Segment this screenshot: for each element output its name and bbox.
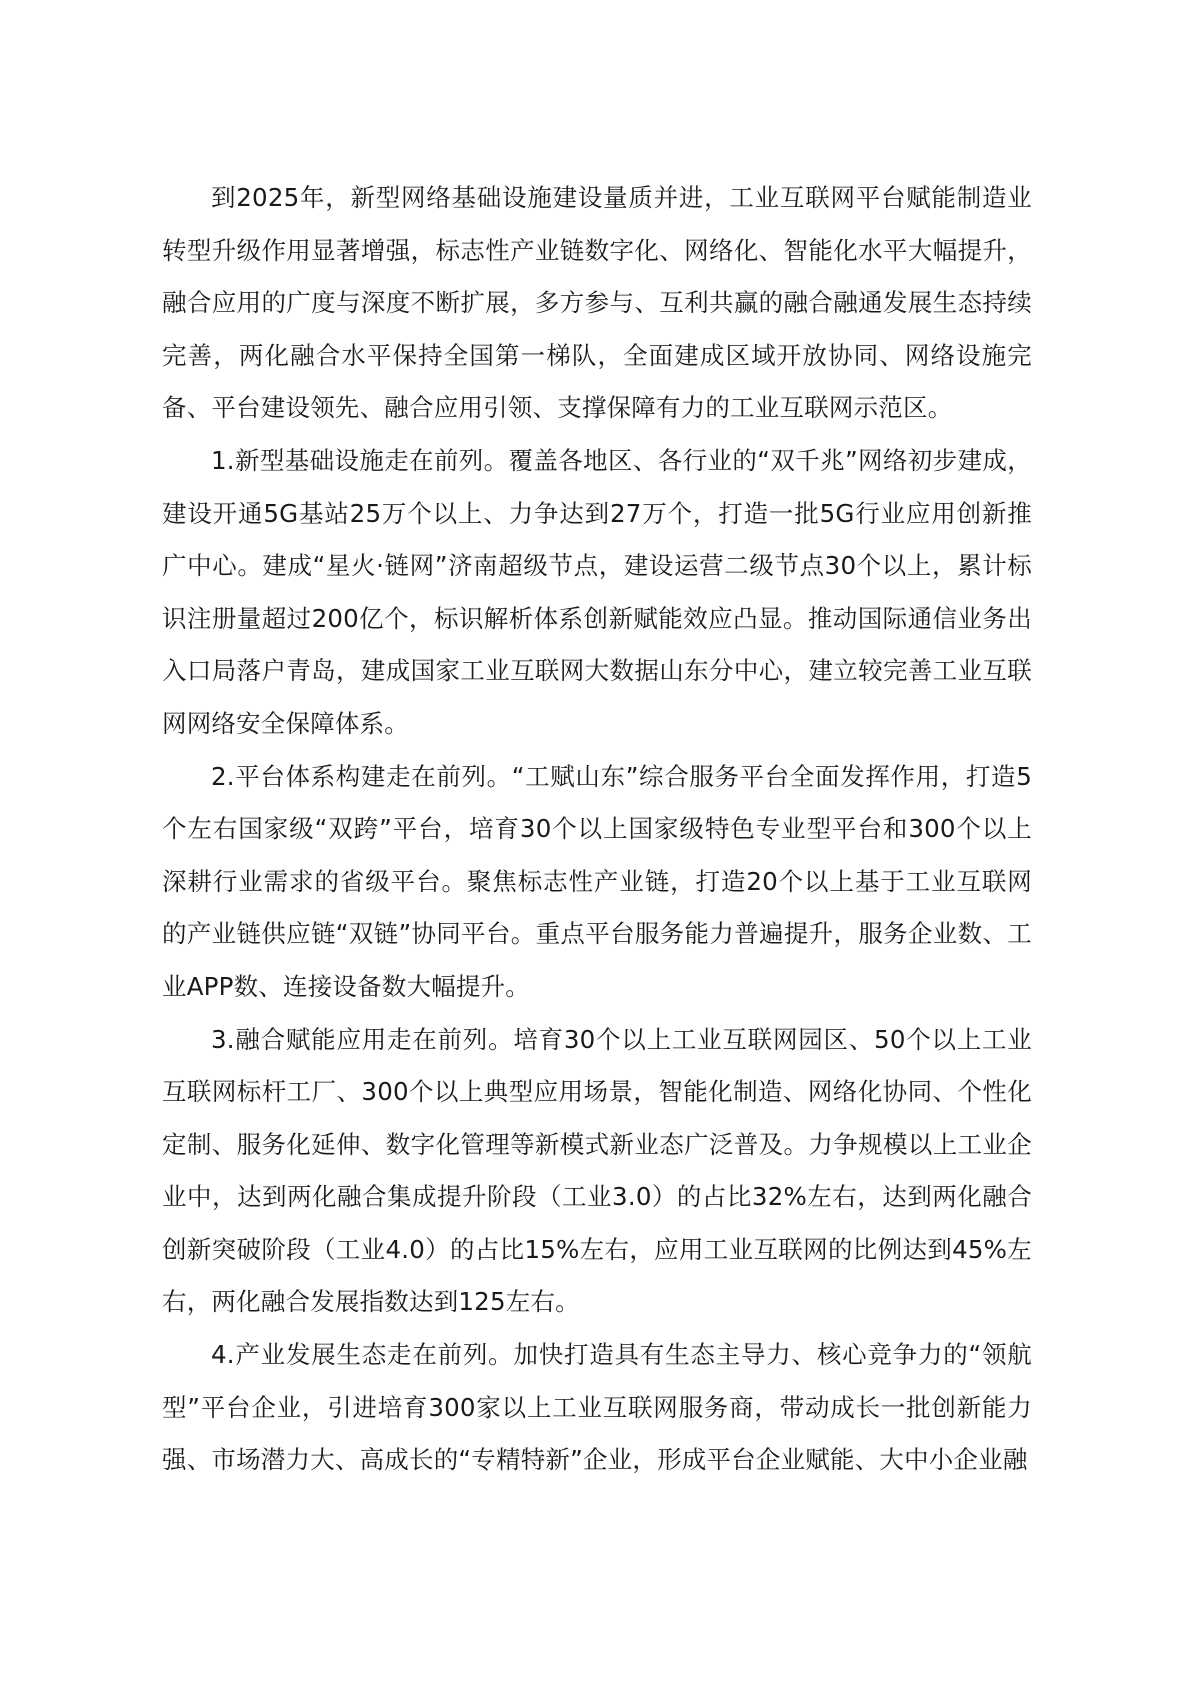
paragraph-platform-system: 2.平台体系构建走在前列。“工赋山东”综合服务平台全面发挥作用，打造5个左右国家级“双跨”平台，培育30个以上国家级特色专业型平台和300个以上深耕行业需求的省级平台。聚焦标志性产业链，打造20个以上基于工业互联网的产业链供应链“双链”协同平台。重点平台服务能力普遍提升，服务企业数、工业APP数、连接设备数大幅提升。 bbox=[162, 761, 1032, 1001]
paragraph-infrastructure: 1.新型基础设施走在前列。覆盖各地区、各行业的“双千兆”网络初步建成，建设开通5G基站25万个以上、力争达到27万个，打造一批5G行业应用创新推广中心。建成“星火·链网”济南超级节点，建设运营二级节点30个以上，累计标识注册量超过200亿个，标识解析体系创新赋能效应凸显。推动国际通信业务出入口局落户青岛，建成国家工业互联网大数据山东分中心，建立较完善工业互联网网络安全保障体系。 bbox=[162, 445, 1032, 738]
document-body bbox=[162, 172, 1032, 1487]
paragraph-goals-2025: 到2025年，新型网络基础设施建设量质并进，工业互联网平台赋能制造业转型升级作用显著增强，标志性产业链数字化、网络化、智能化水平大幅提升，融合应用的广度与深度不断扩展，多方参与、互利共赢的融合融通发展生态持续完善，两化融合水平保持全国第一梯队，全面建成区域开放协同、网络设施完备、平台建设领先、融合应用引领、支撑保障有力的工业互联网示范区。 bbox=[162, 183, 1032, 423]
paragraph-industry-ecosystem: 4.产业发展生态走在前列。加快打造具有生态主导力、核心竞争力的“领航型”平台企业，引进培育300家以上工业互联网服务商，带动成长一批创新能力强、市场潜力大、高成长的“专精特新”企业，形成平台企业赋能、大中小企业融 bbox=[162, 1340, 1032, 1475]
paragraph-integration-application: 3.融合赋能应用走在前列。培育30个以上工业互联网园区、50个以上工业互联网标杆工厂、300个以上典型应用场景，智能化制造、网络化协同、个性化定制、服务化延伸、数字化管理等新模式新业态广泛普及。力争规模以上工业企业中，达到两化融合集成提升阶段（工业3.0）的占比32%左右，达到两化融合创新突破阶段（工业4.0）的占比15%左右，应用工业互联网的比例达到45%左右，两化融合发展指数达到125左右。 bbox=[162, 1024, 1032, 1317]
